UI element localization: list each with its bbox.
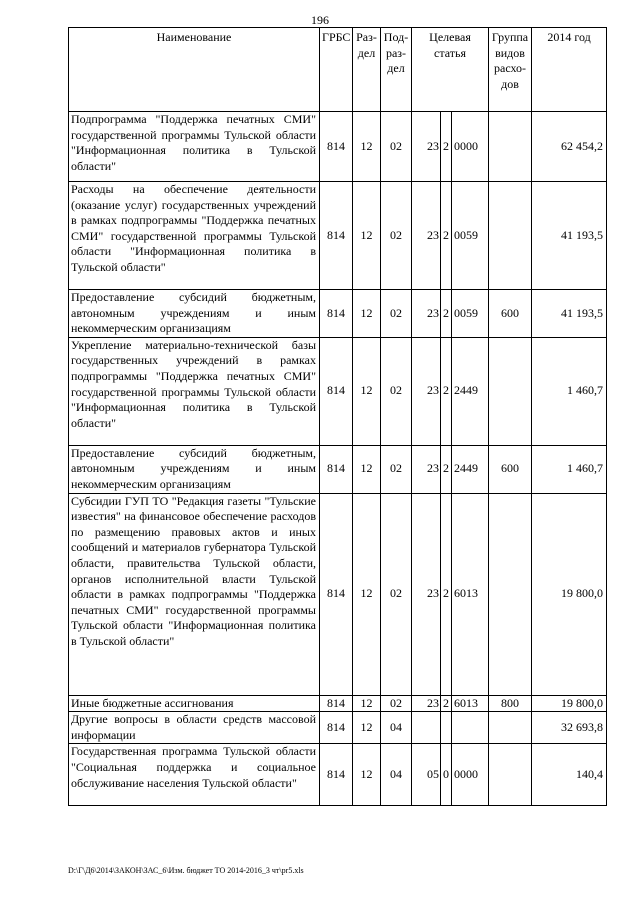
row-celevaya-part2: 2	[441, 290, 452, 338]
header-razdel: Раз- дел	[353, 28, 381, 112]
row-vid-rashodov: 600	[489, 445, 532, 493]
row-podrazdel: 02	[381, 337, 412, 445]
row-grbs: 814	[320, 712, 353, 744]
row-grbs: 814	[320, 445, 353, 493]
row-name: Предоставление субсидий бюджетным, автономным учреждениям и иным некоммерческим организациям	[69, 445, 320, 493]
row-celevaya-part1	[412, 712, 441, 744]
row-vid-rashodov: 800	[489, 695, 532, 712]
row-vid-rashodov: 600	[489, 290, 532, 338]
row-grbs: 814	[320, 182, 353, 290]
header-celevaya-statya: Целевая статья	[412, 28, 489, 112]
table-row	[69, 744, 607, 806]
row-podrazdel: 04	[381, 712, 412, 744]
row-name: Подпрограмма "Поддержка печатных СМИ" государственной программы Тульской области "Информационная политика в Тульской области"	[69, 112, 320, 182]
row-razdel: 12	[353, 182, 381, 290]
row-amount: 140,4	[532, 744, 607, 806]
row-amount: 62 454,2	[532, 112, 607, 182]
row-grbs: 814	[320, 290, 353, 338]
row-podrazdel: 02	[381, 112, 412, 182]
row-celevaya-part3: 6013	[452, 493, 489, 695]
row-celevaya-part3: 0000	[452, 744, 489, 806]
row-amount: 1 460,7	[532, 445, 607, 493]
row-amount: 41 193,5	[532, 182, 607, 290]
row-name: Предоставление субсидий бюджетным, автономным учреждениям и иным некоммерческим организациям	[69, 290, 320, 338]
row-razdel: 12	[353, 712, 381, 744]
row-podrazdel: 04	[381, 744, 412, 806]
row-celevaya-part2	[441, 712, 452, 744]
row-celevaya-part2: 2	[441, 695, 452, 712]
row-podrazdel: 02	[381, 695, 412, 712]
table-row	[69, 112, 607, 182]
row-name: Расходы на обеспечение деятельности (оказание услуг) государственных учреждений в рамках подпрограммы "Поддержка печатных СМИ" государственной программы Тульской области "Информационная политика в Тульской области"	[69, 182, 320, 290]
row-vid-rashodov	[489, 493, 532, 695]
row-celevaya-part3	[452, 712, 489, 744]
footer-file-path: D:\Г\Д6\2014\ЗАКОН\ЗАС_6\Изм. бюджет ТО 2014-2016_3 чт\pr5.xls	[68, 866, 304, 875]
row-name: Укрепление материально-технической базы государственных учреждений в рамках подпрограммы "Поддержка печатных СМИ" государственной программы Тульской области "Информационная политика в Тульской области"	[69, 337, 320, 445]
table-row	[69, 712, 607, 744]
table-row	[69, 290, 607, 338]
row-name: Государственная программа Тульской области "Социальная поддержка и социальное обслуживание населения Тульской области"	[69, 744, 320, 806]
row-podrazdel: 02	[381, 493, 412, 695]
header-podrazdel: Под- раз- дел	[381, 28, 412, 112]
budget-table	[68, 27, 607, 806]
row-razdel: 12	[353, 744, 381, 806]
row-celevaya-part3: 0059	[452, 290, 489, 338]
row-grbs: 814	[320, 493, 353, 695]
row-celevaya-part1: 23	[412, 445, 441, 493]
table-row	[69, 445, 607, 493]
row-celevaya-part2: 2	[441, 445, 452, 493]
row-amount: 19 800,0	[532, 493, 607, 695]
row-celevaya-part1: 23	[412, 493, 441, 695]
row-celevaya-part1: 23	[412, 112, 441, 182]
row-celevaya-part3: 2449	[452, 337, 489, 445]
row-grbs: 814	[320, 744, 353, 806]
row-amount: 32 693,8	[532, 712, 607, 744]
row-celevaya-part1: 23	[412, 337, 441, 445]
row-name: Субсидии ГУП ТО "Редакция газеты "Тульские известия" на финансовое обеспечение расходов по размещению правовых актов и иных сообщений и материалов губернатора Тульской области, правительства Тульской области, органов исполнительной власти Тульской области в рамках подпрограммы "Поддержка печатных СМИ" государственной программы Тульской области "Информационная политика в Тульской области"	[69, 493, 320, 695]
row-celevaya-part2: 2	[441, 112, 452, 182]
row-celevaya-part2: 2	[441, 493, 452, 695]
header-grbs: ГРБС	[320, 28, 353, 112]
row-podrazdel: 02	[381, 182, 412, 290]
row-amount: 19 800,0	[532, 695, 607, 712]
row-celevaya-part1: 23	[412, 290, 441, 338]
row-amount: 1 460,7	[532, 337, 607, 445]
row-razdel: 12	[353, 493, 381, 695]
row-grbs: 814	[320, 112, 353, 182]
row-podrazdel: 02	[381, 290, 412, 338]
row-grbs: 814	[320, 695, 353, 712]
row-vid-rashodov	[489, 337, 532, 445]
table-row	[69, 182, 607, 290]
table-row	[69, 695, 607, 712]
row-razdel: 12	[353, 112, 381, 182]
row-vid-rashodov	[489, 744, 532, 806]
row-grbs: 814	[320, 337, 353, 445]
row-vid-rashodov	[489, 712, 532, 744]
row-razdel: 12	[353, 695, 381, 712]
row-celevaya-part1: 23	[412, 695, 441, 712]
row-celevaya-part3: 2449	[452, 445, 489, 493]
row-celevaya-part3: 0000	[452, 112, 489, 182]
row-celevaya-part1: 05	[412, 744, 441, 806]
row-vid-rashodov	[489, 112, 532, 182]
row-celevaya-part2: 2	[441, 337, 452, 445]
row-celevaya-part3: 0059	[452, 182, 489, 290]
header-year: 2014 год	[532, 28, 607, 112]
table-row	[69, 337, 607, 445]
header-gruppa-vidov: Группа видов расхо- дов	[489, 28, 532, 112]
row-vid-rashodov	[489, 182, 532, 290]
page-number: 196	[311, 13, 329, 27]
table-row	[69, 493, 607, 695]
row-celevaya-part3: 6013	[452, 695, 489, 712]
row-celevaya-part1: 23	[412, 182, 441, 290]
row-razdel: 12	[353, 337, 381, 445]
row-amount: 41 193,5	[532, 290, 607, 338]
row-celevaya-part2: 0	[441, 744, 452, 806]
row-name: Другие вопросы в области средств массовой информации	[69, 712, 320, 744]
row-podrazdel: 02	[381, 445, 412, 493]
header-row	[69, 28, 607, 112]
row-celevaya-part2: 2	[441, 182, 452, 290]
row-razdel: 12	[353, 290, 381, 338]
header-name: Наименование	[69, 28, 320, 112]
row-razdel: 12	[353, 445, 381, 493]
row-name: Иные бюджетные ассигнования	[69, 695, 320, 712]
